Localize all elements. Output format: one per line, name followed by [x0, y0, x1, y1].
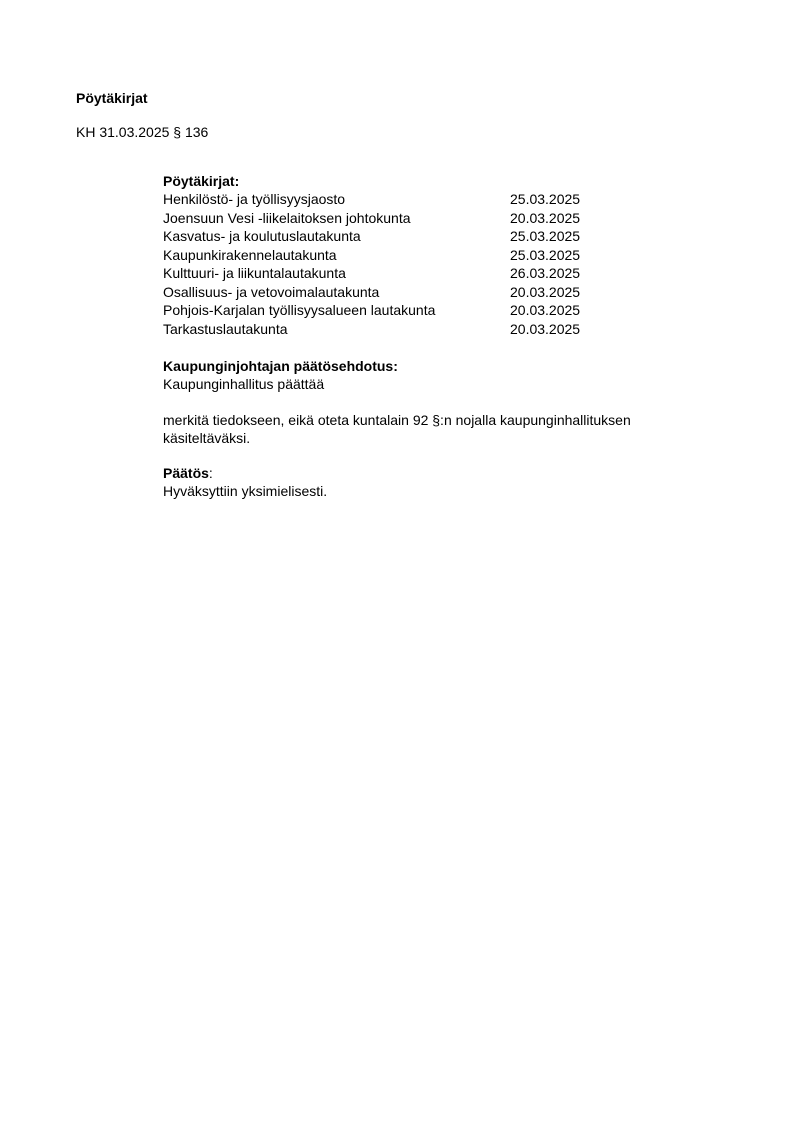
- document-title: Pöytäkirjat: [76, 90, 148, 106]
- decision-heading: [163, 464, 663, 482]
- minutes-body-name: Kulttuuri- ja liikuntalautakunta: [163, 265, 346, 281]
- minutes-date: 20.03.2025: [510, 320, 581, 337]
- minutes-list: [163, 190, 663, 338]
- minutes-item: [163, 320, 663, 339]
- proposal-heading: Kaupunginjohtajan päätösehdotus:: [163, 358, 398, 374]
- minutes-item: [163, 264, 663, 283]
- decision-text: Hyväksyttiin yksimielisesti.: [163, 483, 328, 499]
- minutes-date: 25.03.2025: [510, 228, 581, 244]
- proposal-text: merkitä tiedokseen, eikä oteta kuntalain 92 §:n nojalla kaupunginhallituksen käsiteltäväksi.: [163, 412, 631, 446]
- minutes-body-name: Pohjois-Karjalan työllisyysalueen lautakunta: [163, 302, 436, 318]
- minutes-date: 20.03.2025: [510, 283, 581, 300]
- minutes-body-name: Henkilöstö- ja työllisyysjaosto: [163, 191, 346, 207]
- document-body: [163, 172, 663, 500]
- minutes-item: [163, 283, 663, 302]
- minutes-date: 25.03.2025: [510, 246, 581, 263]
- decision-label: Päätös: [163, 465, 209, 481]
- minutes-date: 20.03.2025: [510, 302, 581, 318]
- spacer: [163, 338, 663, 357]
- minutes-item: [163, 301, 663, 320]
- minutes-date: 26.03.2025: [510, 265, 581, 281]
- minutes-item: [163, 209, 663, 228]
- minutes-item: [163, 227, 663, 246]
- meeting-reference: KH 31.03.2025 § 136: [76, 124, 209, 140]
- minutes-item: [163, 246, 663, 265]
- proposal-intro: Kaupunginhallitus päättää: [163, 376, 325, 392]
- minutes-body-name: Tarkastuslautakunta: [163, 320, 288, 337]
- minutes-body-name: Kasvatus- ja koulutuslautakunta: [163, 228, 361, 244]
- minutes-body-name: Joensuun Vesi -liikelaitoksen johtokunta: [163, 209, 411, 226]
- spacer: [163, 447, 663, 464]
- minutes-item: [163, 190, 663, 209]
- minutes-body-name: Osallisuus- ja vetovoimalautakunta: [163, 283, 380, 300]
- minutes-body-name: Kaupunkirakennelautakunta: [163, 246, 337, 263]
- spacer: [163, 393, 663, 411]
- minutes-date: 25.03.2025: [510, 191, 581, 207]
- minutes-heading: Pöytäkirjat:: [163, 173, 240, 189]
- decision-colon: :: [208, 465, 213, 481]
- minutes-date: 20.03.2025: [510, 209, 581, 226]
